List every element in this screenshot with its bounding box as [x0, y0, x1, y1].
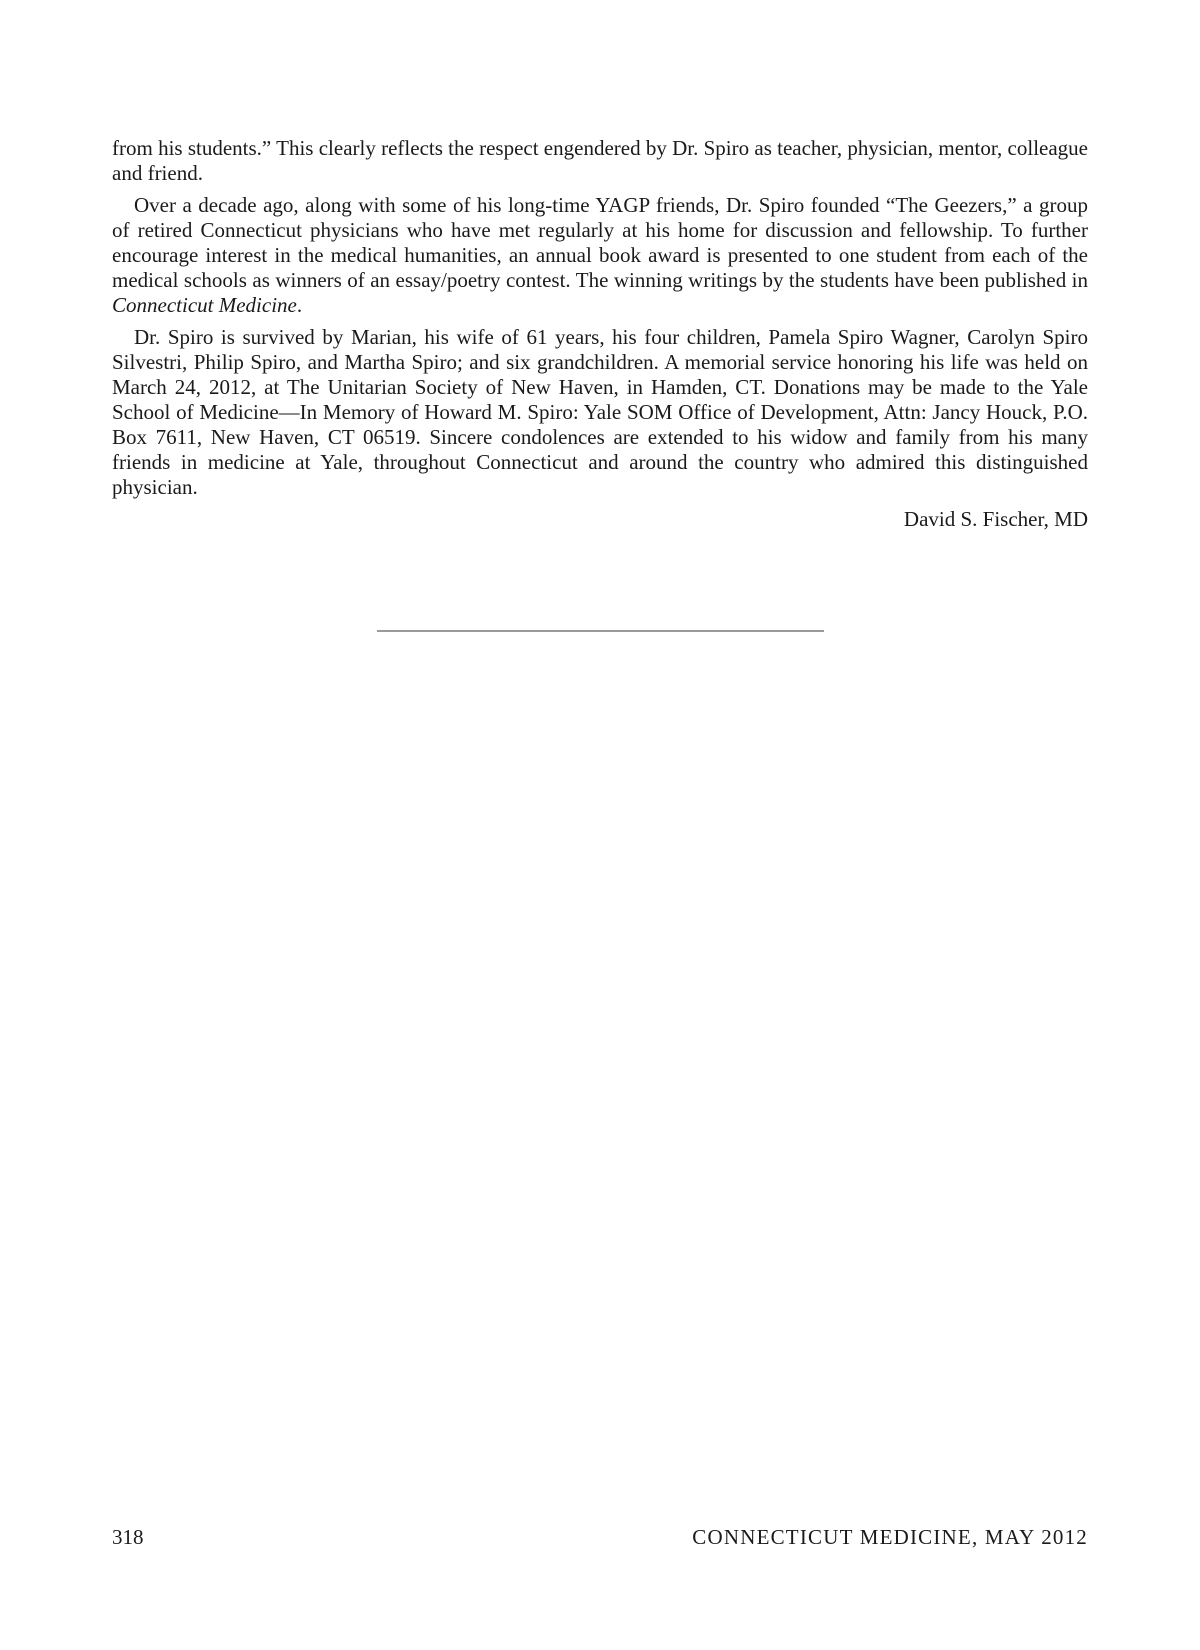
paragraph-2	[112, 193, 1088, 318]
paragraph-1: from his students.” This clearly reflects the respect engendered by Dr. Spiro as teacher, physician, mentor, colleague and friend.	[112, 136, 1088, 185]
article-body	[112, 136, 1088, 532]
journal-title-italic: Connecticut Medicine	[112, 293, 297, 317]
paragraph-2-text: Over a decade ago, along with some of his long-time YAGP friends, Dr. Spiro founded “The Geezers,” a group of retired Connecticut physicians who have met regularly at his home for discussion and fellowship. To further encourage interest in the medical humanities, an annual book award is presented to one student from each of the medical schools as winners of an essay/poetry contest. The winning writings by the students have been published in	[112, 193, 1088, 292]
author-signature: David S. Fischer, MD	[903, 507, 1088, 531]
section-divider	[377, 630, 824, 632]
page-number: 318	[112, 1525, 144, 1549]
paragraph-3: Dr. Spiro is survived by Marian, his wife of 61 years, his four children, Pamela Spiro Wagner, Carolyn Spiro Silvestri, Philip Spiro, and Martha Spiro; and six grandchildren. A memorial service honoring his life was held on March 24, 2012, at The Unitarian Society of New Haven, in Hamden, CT. Donations may be made to the Yale School of Medicine—In Memory of Howard M. Spiro: Yale SOM Office of Development, Attn: Jancy Houck, P.O. Box 7611, New Haven, CT 06519. Sincere condolences are extended to his widow and family from his many friends in medicine at Yale, throughout Connecticut and around the country who admired this distinguished physician.	[112, 325, 1088, 499]
running-footer-journal: CONNECTICUT MEDICINE, MAY 2012	[692, 1525, 1088, 1549]
paragraph-2-end: .	[296, 293, 303, 317]
